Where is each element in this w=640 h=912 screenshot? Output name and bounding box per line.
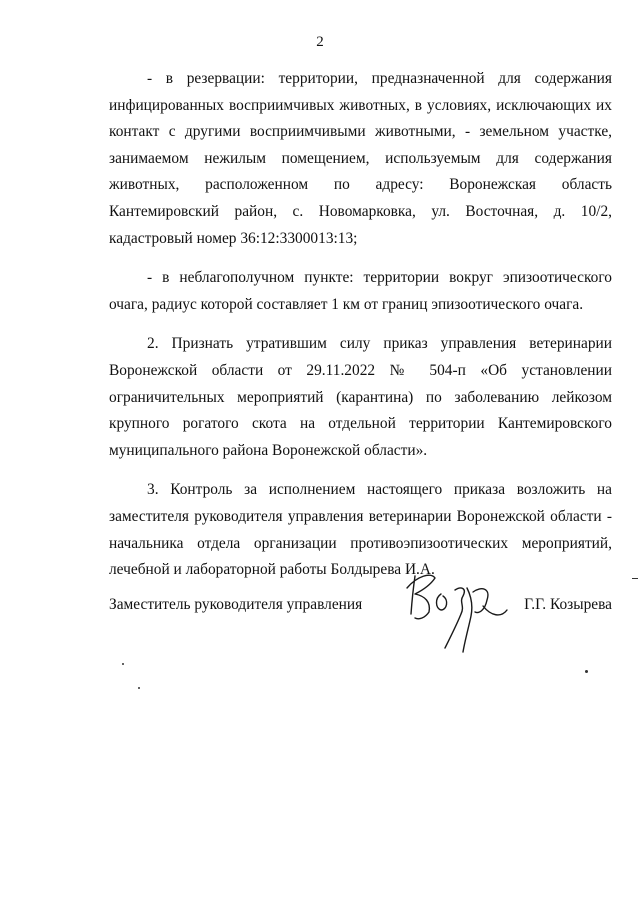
handwritten-signature xyxy=(401,566,511,662)
scan-speck xyxy=(632,578,638,579)
paragraph-repeal-order: 2. Признать утратившим силу приказ управления ветеринарии Воронежской области от 29.11.2022 № 504-п «Об установлении ограничительных мероприятий (карантина) по заболеванию лейкозом крупного рогатого скота на отдельной территории Кантемировского муниципального района Воронежской области». xyxy=(109,335,612,459)
paragraph-control: 3. Контроль за исполнением настоящего приказа возложить на заместителя руководителя управления ветеринарии Воронежской области - начальника отдела организации противоэпизоотических мероприятий, лечебной и лабораторной работы Болдырева И.А. xyxy=(109,481,612,579)
scan-speck xyxy=(585,670,588,673)
scan-speck xyxy=(122,663,124,665)
paragraph-unfavorable-point: - в неблагополучном пункте: территории вокруг эпизоотического очага, радиус которой составляет 1 км от границ эпизоотического очага. xyxy=(109,269,612,313)
scan-speck xyxy=(138,687,140,689)
page-number: 2 xyxy=(316,34,324,50)
paragraph-reservation: - в резервации: территории, предназначенной для содержания инфицированных восприимчивых животных, в условиях, исключающих их контакт с другими восприимчивыми животными, - земельном участке, занимаемом нежилым помещением, используемым для содержания животных, расположенном по адресу: Воронежская область Кантемировский район, с. Новомарковка, ул. Восточная, д. 10/2, кадастровый номер 36:12:3300013:13; xyxy=(109,70,612,247)
signatory-position: Заместитель руководителя управления xyxy=(109,596,363,613)
signature-block xyxy=(109,596,612,666)
signatory-name: Г.Г. Козырева xyxy=(524,596,612,613)
document-body xyxy=(109,66,612,584)
